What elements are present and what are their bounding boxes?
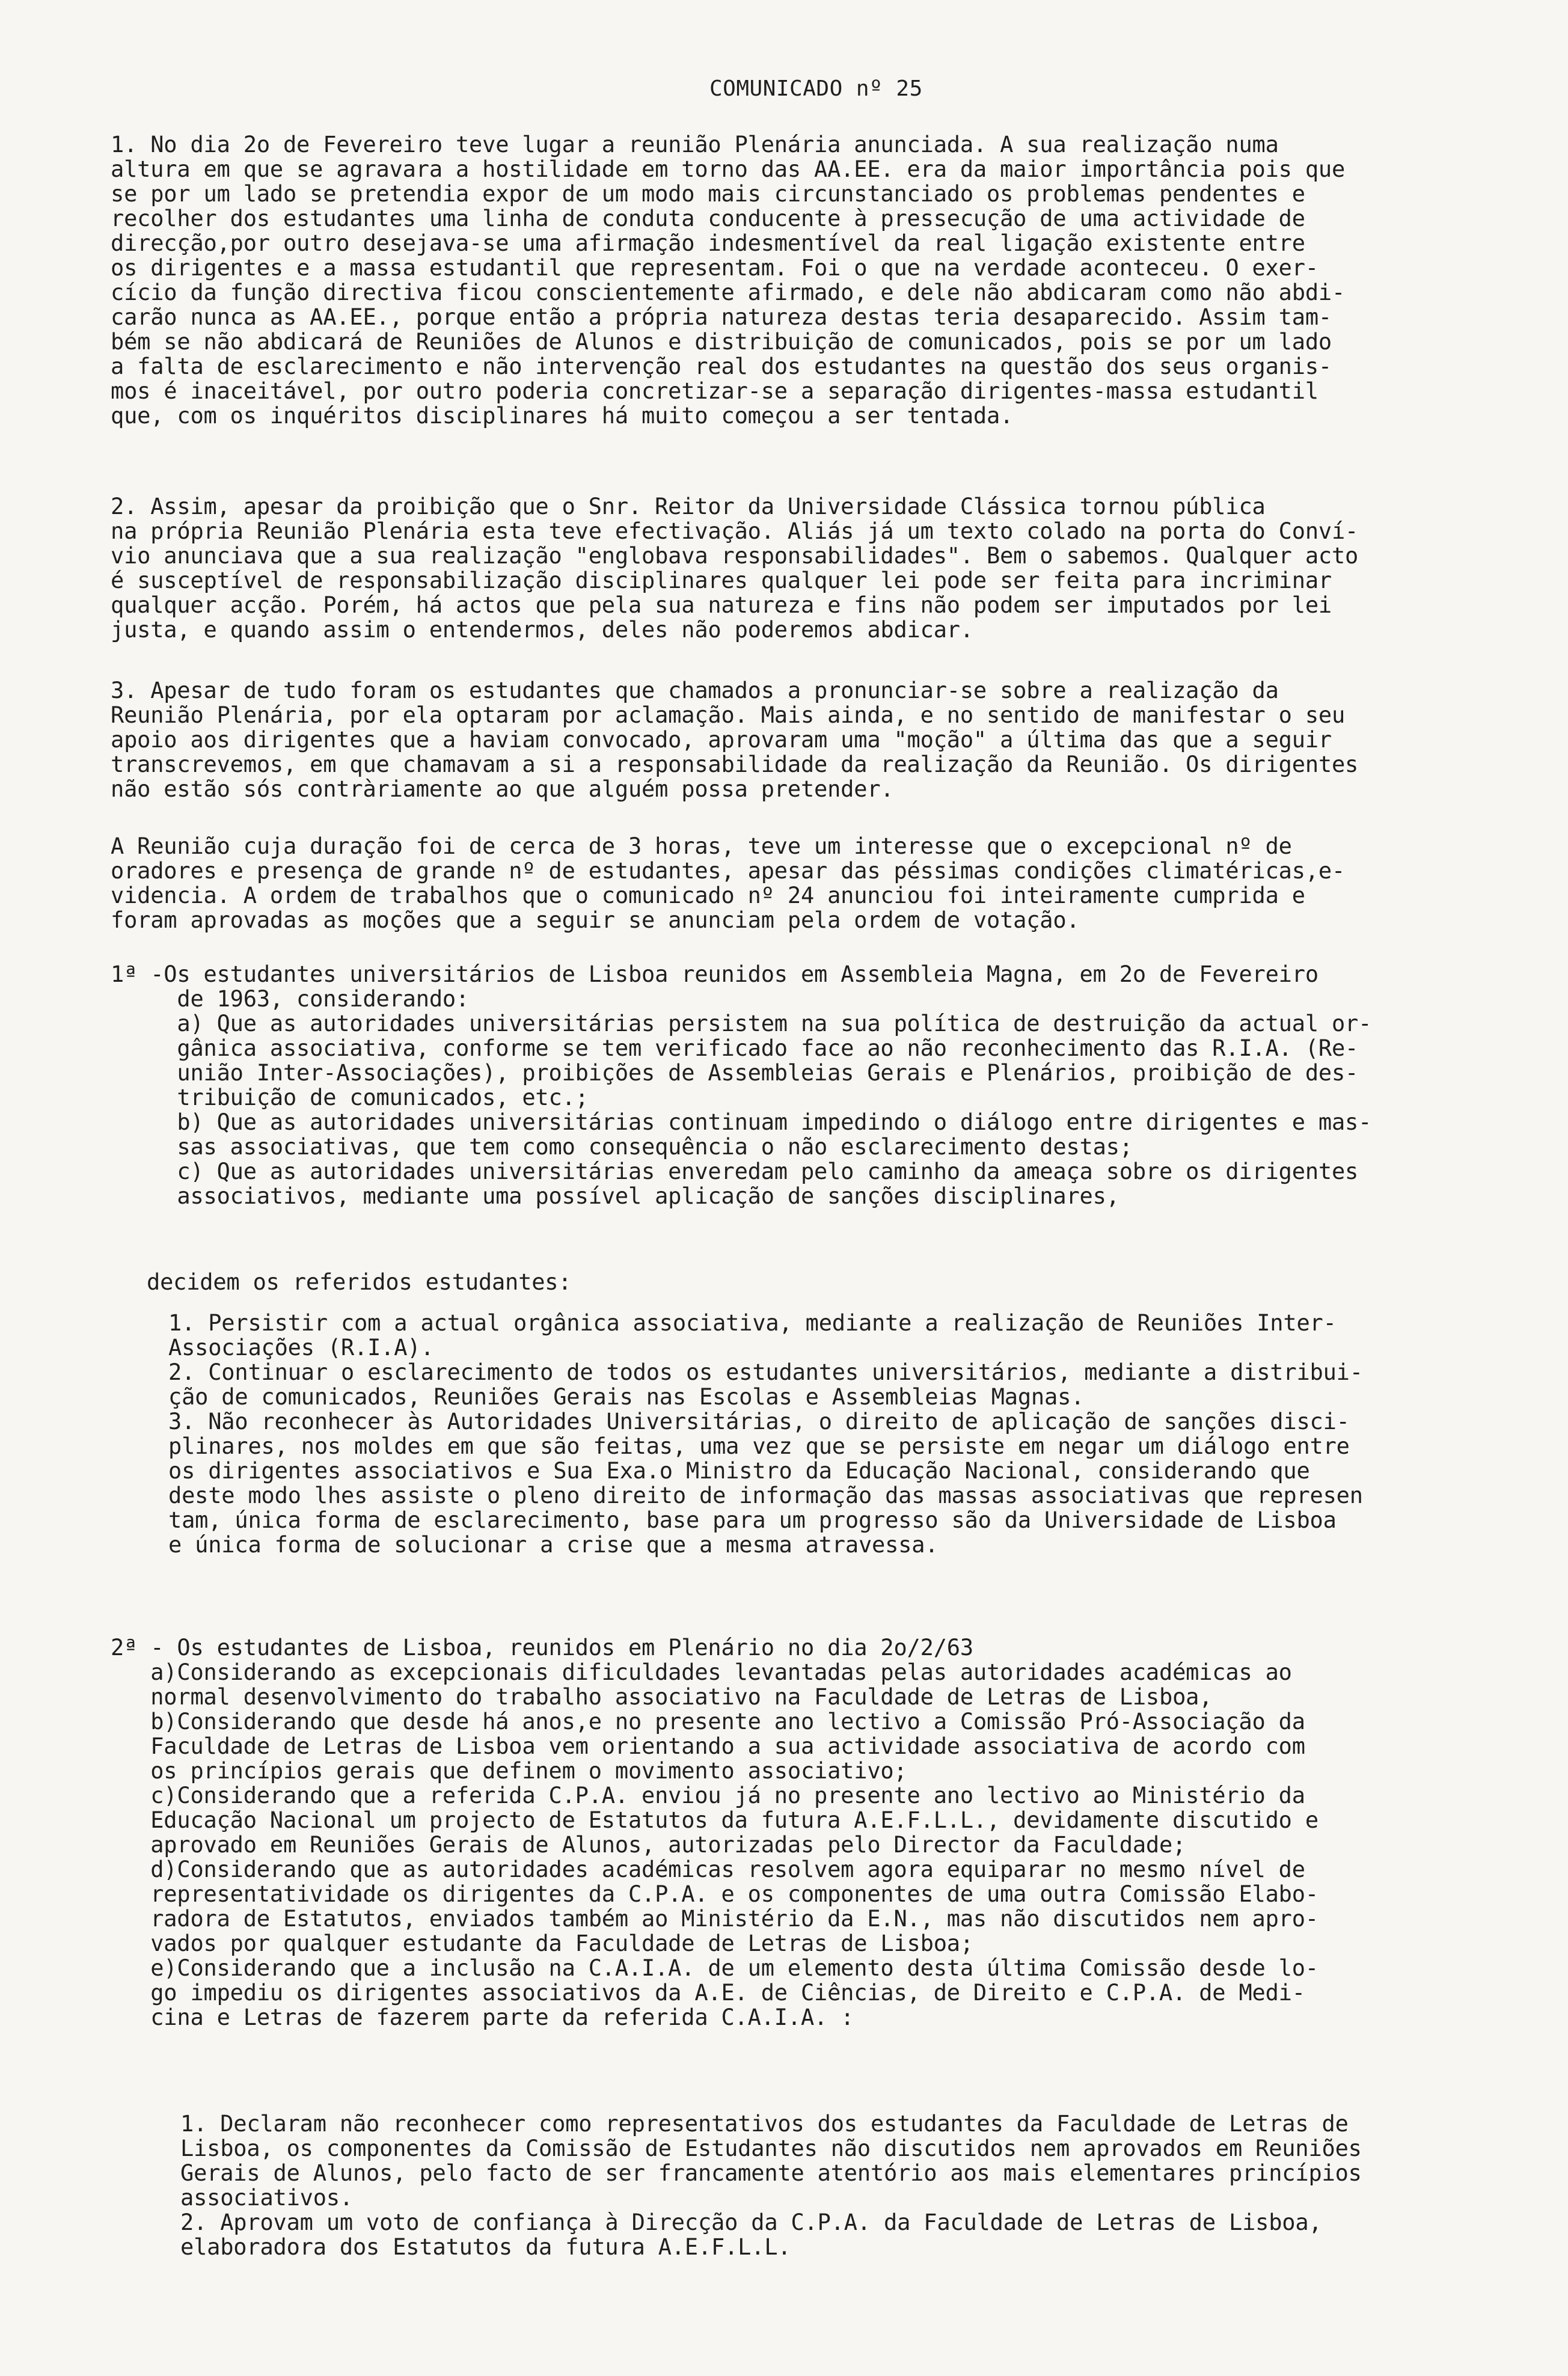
- paragraph-4: A Reunião cuja duração foi de cerca de 3 horas, teve um interesse que o excepcional nº de oradores e presença de grande nº de estudantes, apesar das péssimas condições climatéricas,e- videncia. A ordem de trabalhos que o comunicado nº 24 anunciou foi inteiramente cumprida e foram aprovadas as moções que a seguir se anunciam pela ordem de votação.: [111, 833, 1346, 933]
- motion-2: 2ª - Os estudantes de Lisboa, reunidos em Plenário no dia 2o/2/63 a)Considerando as excepcionais dificuldades levantadas pelas autoridades académicas ao normal desenvolvimento do trabalho associativo na Faculdade de Letras de Lisboa, b)Considerando que desde há anos,e no presente ano lectivo a Comissão Pró-Associação da Faculdade de Letras de Lisboa vem orientando a sua actividade associativa de acordo com os princípios gerais que definem o movimento associativo; c)Considerando que a referida C.P.A. enviou já no presente ano lectivo ao Ministério da Educação Nacional um projecto de Estatutos da futura A.E.F.L.L., devidamente discutido e aprovado em Reuniões Gerais de Alunos, autorizadas pelo Director da Faculdade; d)Considerando que as autoridades académicas resolvem agora equiparar no mesmo nível de representatividade os dirigentes da C.P.A. e os componentes de uma outra Comissão Elabo- radora de Estatutos, enviados também ao Ministério da E.N., mas não discutidos nem apro- vados por qualquer estudante da Faculdade de Letras de Lisboa; e)Considerando que a inclusão na C.A.I.A. de um elemento desta última Comissão desde lo- go impediu os dirigentes associativos da A.E. de Ciências, de Direito e C.P.A. de Medi- cina e Letras de fazerem parte da referida C.A.I.A. :: [111, 1635, 1318, 2030]
- paragraph-3: 3. Apesar de tudo foram os estudantes que chamados a pronunciar-se sobre a realização da Reunião Plenária, por ela optaram por aclamação. Mais ainda, e no sentido de manifestar o seu apoio aos dirigentes que a haviam convocado, aprovaram uma "moção" a última das que a seguir transcrevemos, em que chamavam a si a responsabilidade da realização da Reunião. Os dirigentes não estão sós contràriamente ao que alguém possa pretender.: [111, 678, 1359, 802]
- decision-heading: decidem os referidos estudantes:: [147, 1269, 572, 1295]
- final-resolutions: 1. Declaram não reconhecer como representativos dos estudantes da Faculdade de Letras de Lisboa, os componentes da Comissão de Estudantes não discutidos nem aprovados em Reuniões Gerais de Alunos, pelo facto de ser francamente atentório aos mais elementares princípios associativos. 2. Aprovam um voto de confiança à Direcção da C.P.A. da Faculdade de Letras de Lisboa, elaboradora dos Estatutos da futura A.E.F.L.L.: [180, 2111, 1362, 2260]
- decisions-list: 1. Persistir com a actual orgânica associativa, mediante a realização de Reuniões Inter- Associações (R.I.A). 2. Continuar o esclarecimento de todos os estudantes universitários, mediante a distribui- ção de comunicados, Reuniões Gerais nas Escolas e Assembleias Magnas. 3. Não reconhecer às Autoridades Universitárias, o direito de aplicação de sanções disci- plinares, nos moldes em que são feitas, uma vez que se persiste em negar um diálogo entre os dirigentes associativos e Sua Exa.o Ministro da Educação Nacional, considerando que deste modo lhes assiste o pleno direito de informação das massas associativas que represen tam, única forma de esclarecimento, base para um progresso são da Universidade de Lisboa e única forma de solucionar a crise que a mesma atravessa.: [168, 1310, 1363, 1558]
- paragraph-2: 2. Assim, apesar da proibição que o Snr. Reitor da Universidade Clássica tornou pública na própria Reunião Plenária esta teve efectivação. Aliás já um texto colado na porta do Conví- vio anunciava que a sua realização "englobava responsabilidades". Bem o sabemos. Qualquer acto é susceptível de responsabilização disciplinares qualquer lei pode ser feita para incriminar qualquer acção. Porém, há actos que pela sua natureza e fins não podem ser imputados por lei justa, e quando assim o entendermos, deles não poderemos abdicar.: [111, 494, 1359, 643]
- motion-1: 1ª -Os estudantes universitários de Lisboa reunidos em Assembleia Magna, em 2o de Fevereiro de 1963, considerando: a) Que as autoridades universitárias persistem na sua política de destruição da actual or- gânica associativa, conforme se tem verificado face ao não reconhecimento das R.I.A. (Re- união Inter-Associações), proibições de Assembleias Gerais e Plenários, proibição de des- tribuição de comunicados, etc.; b) Que as autoridades universitárias continuam impedindo o diálogo entre dirigentes e mas- sas associativas, que tem como consequência o não esclarecimento destas; c) Que as autoridades universitárias enveredam pelo caminho da ameaça sobre os dirigentes associativos, mediante uma possível aplicação de sanções disciplinares,: [111, 961, 1372, 1209]
- paragraph-1: 1. No dia 2o de Fevereiro teve lugar a reunião Plenária anunciada. A sua realização numa altura em que se agravara a hostilidade em torno das AA.EE. era da maior importância pois que se por um lado se pretendia expor de um modo mais circunstanciado os problemas pendentes e recolher dos estudantes uma linha de conduta conducente à pressecução de uma actividade de direcção,por outro desejava-se uma afirmação indesmentível da real ligação existente entre os dirigentes e a massa estudantil que representam. Foi o que na verdade aconteceu. O exer- cício da função directiva ficou conscientemente afirmado, e dele não abdicaram como não abdi- carão nunca as AA.EE., porque então a própria natureza destas teria desaparecido. Assim tam- bém se não abdicará de Reuniões de Alunos e distribuição de comunicados, pois se por um lado a falta de esclarecimento e não intervenção real dos estudantes na questão dos seus organis- mos é inaceitável, por outro poderia concretizar-se a separação dirigentes-massa estudantil que, com os inquéritos disciplinares há muito começou a ser tentada.: [111, 132, 1346, 429]
- document-title: COMUNICADO nº 25: [709, 76, 923, 101]
